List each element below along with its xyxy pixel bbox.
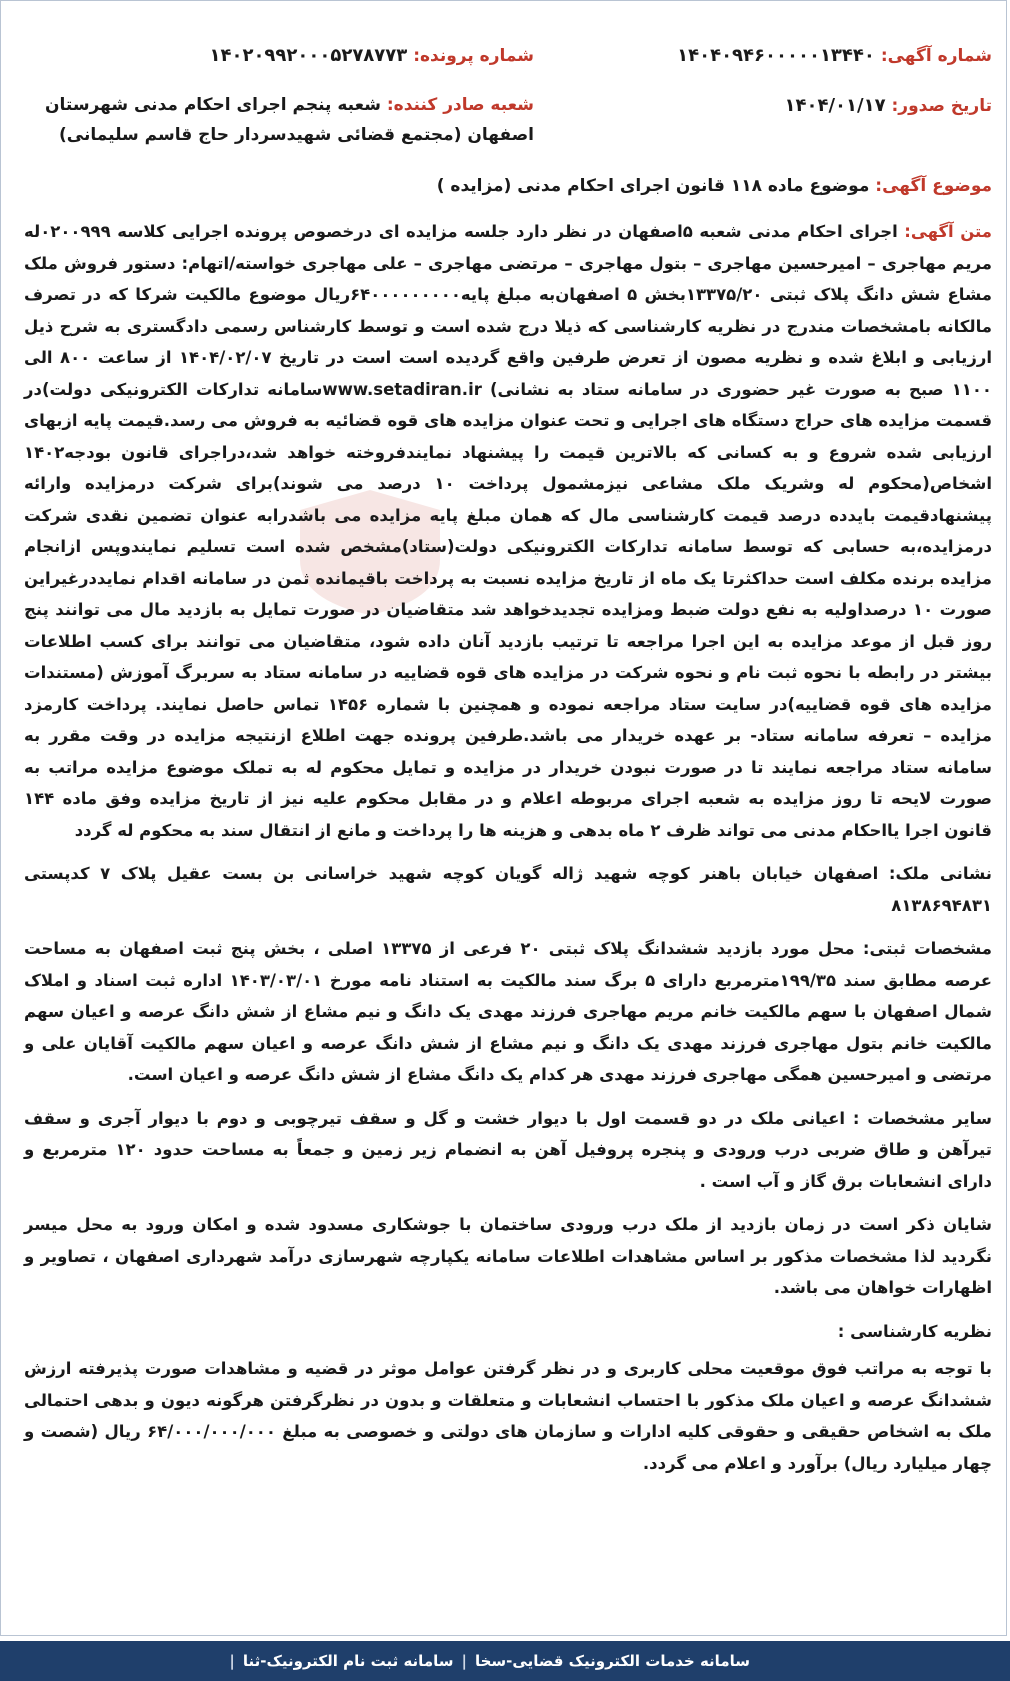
- notice-number: ۱۴۰۴۰۹۴۶۰۰۰۰۰۱۳۴۴۰: [677, 45, 875, 66]
- other-specs: سایر مشخصات : اعیانی ملک در دو قسمت اول با دیوار خشت و گل و سقف تیرچوبی و دوم با دیوار آجری و سقف تیرآهن و طاق ضربی درب ورودی و پنجره پروفیل آهن به انضمام زیر زمین و جمعاً به مساحت حدود ۱۲۰ مترمربع و دارای انشعابات برق گاز و آب است .: [24, 1108, 992, 1191]
- file-number-label: شماره پرونده:: [413, 46, 534, 66]
- sakha-link[interactable]: سامانه خدمات الکترونیک قضایی-سخا: [474, 1652, 750, 1670]
- issue-date: ۱۴۰۴/۰۱/۱۷: [784, 95, 886, 116]
- subject-label: موضوع آگهی:: [875, 176, 992, 196]
- registration-specs: مشخصات ثبتی: محل مورد بازدید ششدانگ پلاک ثبتی ۲۰ فرعی از ۱۳۳۷۵ اصلی ، بخش پنج ثبت اصفهان به مساحت عرصه مطابق سند ۱۹۹/۳۵مترمربع دارای ۵ برگ سند مالکیت به استناد نامه مورخ ۱۴۰۳/۰۳/۰۱ اداره ثبت اسناد و املاک شمال اصفهان با سهم مالکیت خانم مریم مهاجری فرزند مهدی یک دانگ و نیم مشاع از شش دانگ عرصه و اعیان سهم مالکیت خانم بتول مهاجری فرزند مهدی یک دانگ و نیم مشاع از شش دانگ عرصه و اعیان سهم مالکیت آقایان علی و مرتضی و امیرحسین همگی مهاجری فرزند مهدی هر کدام یک دانگ مشاع از شش دانگ عرصه و اعیان است.: [24, 939, 993, 1084]
- header-row-1: [24, 40, 992, 72]
- issue-date-label: تاریخ صدور:: [891, 96, 992, 116]
- inspection-note: شایان ذکر است در زمان بازدید از ملک درب ورودی ساختمان با جوشکاری مسدود شده و امکان ورود به محل میسر نگردید لذا مشخصات مذکور بر اساس مشاهدات اطلاعات سامانه یکپارچه شهرسازی درآمد شهرداری اصفهان ، تصاویر و اظهارات خواهان می باشد.: [24, 1215, 992, 1297]
- issuer-label: شعبه صادر کننده:: [386, 95, 534, 115]
- footer-separator-end: |: [229, 1652, 235, 1670]
- body-text: اجرای احکام مدنی شعبه ۵اصفهان در نظر دارد جلسه مزایده ای درخصوص پرونده اجرایی کلاسه ۰۲۰۰۹۹۹له مریم مهاجری – امیرحسین مهاجری – بتول مهاجری – مرتضی مهاجری – علی مهاجری خواسته/اتهام: دستور فروش ملک مشاع شش دانگ پلاک ثبتی ۱۳۳۷۵/۲۰بخش ۵ اصفهان‌به مبلغ پایه۶۴۰۰۰۰۰۰۰۰۰ریال موضوع مالکیت شرکا که در تصرف مالکانه بامشخصات مندرج در نظریه کارشناسی که ذیلا درج شده است و توسط کارشناس رسمی دادگستری به شرح ذیل ارزیابی و ابلاغ شده و نظریه مصون از تعرض طرفین واقع گردیده است است در تاریخ ۱۴۰۴/۰۲/۰۷ از ساعت ۸۰۰ الی ۱۱۰۰ صبح به صورت غیر حضوری در سامانه ستاد به نشانی) www.setadiran.irسامانه تدارکات الکترونیکی دولت)در قسمت مزایده های حراج دستگاه های اجرایی و تحت عنوان مزایده های قوه قضائیه به فروش می رسد.قیمت پایه ازبهای ارزیابی شده شروع و به کسانی که بالاترین قیمت را پیشنهاد نمایندفروخته خواهد شد،دراجرای قانون بودجه۱۴۰۲ اشخاص(محکوم له وشریک ملک مشاعی نیزمشمول پرداخت ۱۰ درصد می شوند)برای شرکت درمزایده وارائه پیشنهادقیمت بایدده درصد قیمت کارشناسی مال که همان مبلغ پایه مزایده می باشدرابه عنوان تضمین نقدی شرکت درمزایده،به حسابی که توسط سامانه تدارکات الکترونیکی دولت(ستاد)مشخص شده است تسلیم نمایندوپس ازانجام مزایده برنده مکلف است حداکثرتا یک ماه از تاریخ مزایده نسبت به پرداخت باقیمانده ثمن در سامانه اقدام نمایددرغیراین صورت ۱۰ درصداولیه به نفع دولت ضبط ومزایده تجدیدخواهد شد متقاضیان در صورت تمایل به بازدید مال می توانند پنج روز قبل از موعد مزایده به این اجرا مراجعه تا ترتیب بازدید آنان داده شود، متقاضیان می توانند برای کسب اطلاعات بیشتر در رابطه با نحوه ثبت نام و نحوه شرکت در مزایده های قوه قضاییه در سامانه ستاد به سربرگ آموزش (مستندات مزایده های قوه قضاییه)در سایت ستاد مراجعه نموده و همچنین با شماره ۱۴۵۶ تماس حاصل نمایند. پرداخت کارمزد مزایده – تعرفه سامانه ستاد- بر عهده خریدار می باشد.طرفین پرونده جهت اطلاع ازنتیجه مزایده در وقت مقرر به سامانه ستاد مراجعه نمایند تا در صورت نبودن خریدار در مزایده و تمایل محکوم له به تملک موضوع مزایده مراتب به صورت لایحه تا روز مزایده به شعبه اجرای مربوطه اعلام و در مقابل محکوم علیه نیز از تاریخ مزایده وفق ماده ۱۴۴ قانون اجرا یااحکام مدنی می تواند ظرف ۲ ماه بدهی و هزینه ها را پرداخت و مانع از انتقال سند به محکوم له گردد: [24, 222, 993, 840]
- issuer-name: شعبه پنجم اجرای احکام مدنی شهرستان اصفهان (مجتمع قضائی شهیدسردار حاج قاسم سلیمانی): [45, 95, 534, 145]
- footer-bar: [0, 1641, 1010, 1681]
- property-address: نشانی ملک: اصفهان خیابان باهنر کوچه شهید ژاله گویان کوچه شهید خراسانی بن بست عقیل پلاک ۷ کدپستی ۸۱۳۸۶۹۴۸۳۱: [24, 864, 992, 915]
- notice-number-label: شماره آگهی:: [880, 46, 992, 66]
- header-row-2: [24, 90, 992, 150]
- subject-value: موضوع ماده ۱۱۸ قانون اجرای احکام مدنی (مزایده ): [436, 176, 870, 196]
- issuer-block: [24, 90, 644, 150]
- notice-number-block: [672, 40, 992, 72]
- expert-heading: نظریه کارشناسی :: [837, 1321, 992, 1341]
- subject-line: [24, 170, 992, 202]
- notice-body: [24, 216, 992, 846]
- file-number-block: [24, 40, 644, 72]
- file-number: ۱۴۰۲۰۹۹۲۰۰۰۵۲۷۸۷۷۳: [209, 45, 408, 66]
- sana-link[interactable]: سامانه ثبت نام الکترونیک-ثنا: [242, 1652, 454, 1670]
- issue-date-block: [672, 90, 992, 122]
- footer-separator: |: [461, 1652, 467, 1670]
- notice-page: [24, 40, 992, 1479]
- expert-opinion: با توجه به مراتب فوق موقعیت محلی کاربری و در نظر گرفتن عوامل موثر در قضیه و مشاهدات صورت پذیرفته ارزش ششدانگ عرصه و اعیان ملک مذکور با احتساب انشعابات و متعلقات و بدون در نظرگرفتن هرگونه دیون و بدهی احتمالی ملک به اشخاص حقیقی و حقوقی کلیه ادارات و سازمان های دولتی و خصوصی به مبلغ ۶۴/۰۰۰/۰۰۰/۰۰۰ ریال (شصت و چهار میلیارد ریال) برآورد و اعلام می گردد.: [24, 1359, 992, 1473]
- body-label: متن آگهی:: [904, 222, 993, 241]
